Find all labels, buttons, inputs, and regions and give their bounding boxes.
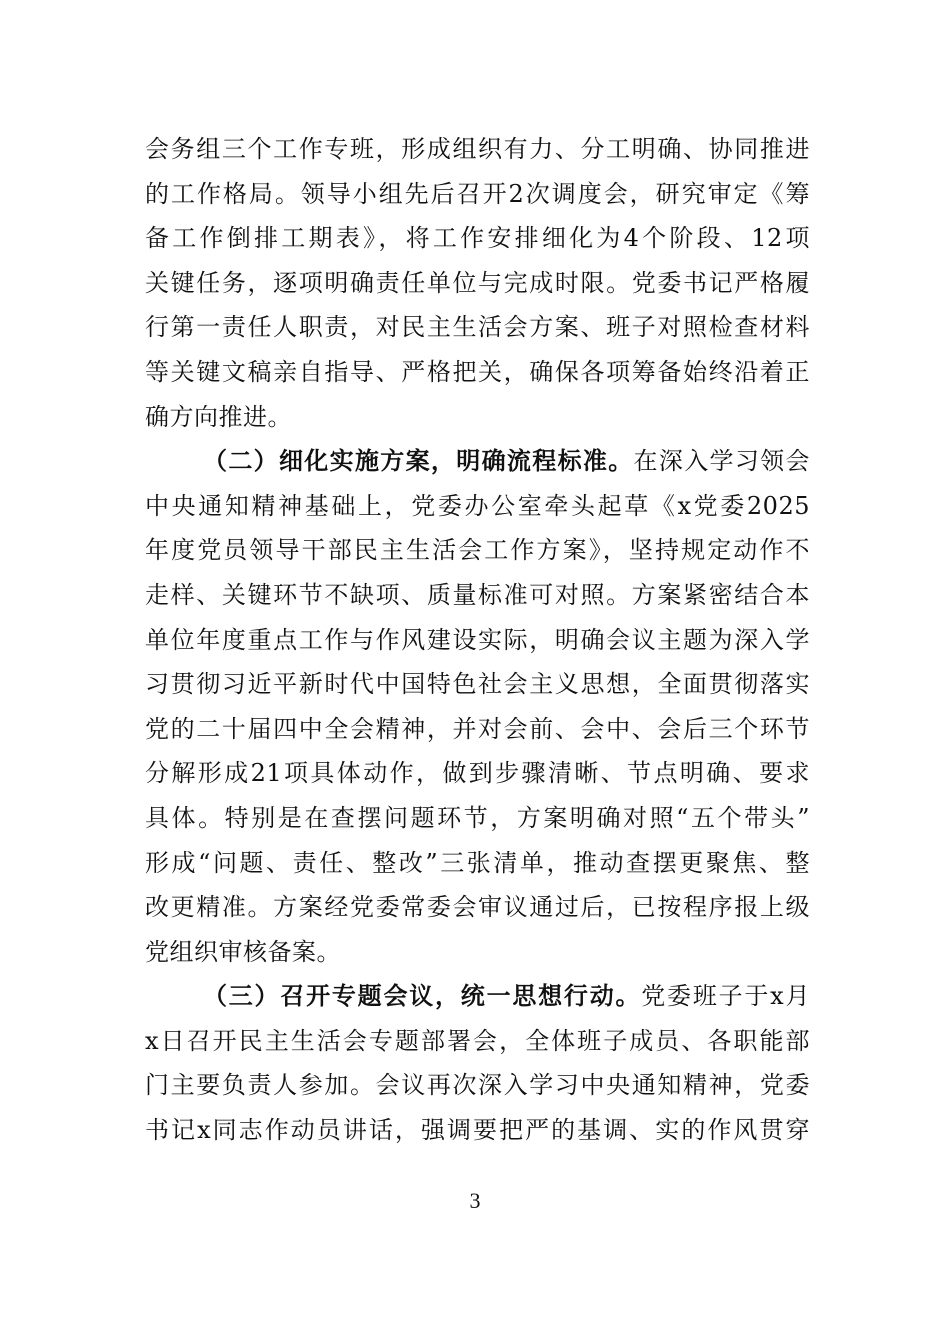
text-line: 会务组三个工作专班，形成组织有力、分工明确、协同推进: [145, 135, 810, 163]
text-line: 年度党员领导干部民主生活会工作方案》，坚持规定动作不: [145, 536, 810, 565]
page-number: 3: [469, 1188, 481, 1213]
text-line: 形成“问题、责任、整改”三张清单，推动查摆更聚焦、整: [145, 848, 810, 877]
text-line: 走样、关键环节不缺项、质量标准可对照。方案紧密结合本: [145, 580, 810, 609]
text-line: 改更精准。方案经党委常委会审议通过后，已按程序报上级: [145, 893, 810, 922]
text-run: 党委班子于x月: [641, 982, 810, 1011]
text-line: 具体。特别是在查摆问题环节，方案明确对照“五个带头”: [145, 803, 810, 832]
text-run: 在深入学习领会: [633, 447, 810, 476]
section-heading: （二）细化实施方案，明确流程标准。: [203, 446, 634, 476]
text-line: 等关键文稿亲自指导、严格把关，确保各项筹备始终沿着正: [145, 357, 810, 386]
body-text: [145, 127, 810, 1153]
text-line: 单位年度重点工作与作风建设实际，明确会议主题为深入学: [145, 625, 810, 654]
text-line: 分解形成21项具体动作，做到步骤清晰、节点明确、要求: [145, 759, 810, 788]
text-line: 党的二十届四中全会精神，并对会前、会中、会后三个环节: [145, 714, 810, 743]
text-line: x日召开民主生活会专题部署会，全体班子成员、各职能部: [145, 1026, 810, 1055]
text-line: 党组织审核备案。: [145, 937, 341, 966]
text-line: 书记x同志作动员讲话，强调要把严的基调、实的作风贯穿: [145, 1116, 810, 1145]
text-line: 的工作格局。领导小组先后召开2次调度会，研究审定《筹: [145, 179, 810, 208]
text-line: 门主要负责人参加。会议再次深入学习中央通知精神，党委: [145, 1071, 810, 1100]
text-line: 行第一责任人职责，对民主生活会方案、班子对照检查材料: [145, 313, 810, 342]
text-line: 备工作倒排工期表》，将工作安排细化为4个阶段、12项: [145, 224, 810, 253]
section-heading-line: [145, 974, 810, 1019]
text-line: 中央通知精神基础上，党委办公室牵头起草《x党委2025: [145, 491, 810, 520]
section-heading: （三）召开专题会议，统一思想行动。: [203, 981, 642, 1011]
text-line: 确方向推进。: [145, 402, 292, 431]
text-line: 习贯彻习近平新时代中国特色社会主义思想，全面贯彻落实: [145, 670, 810, 699]
text-line: 关键任务，逐项明确责任单位与完成时限。党委书记严格履: [145, 268, 810, 297]
section-heading-line: [145, 439, 810, 484]
